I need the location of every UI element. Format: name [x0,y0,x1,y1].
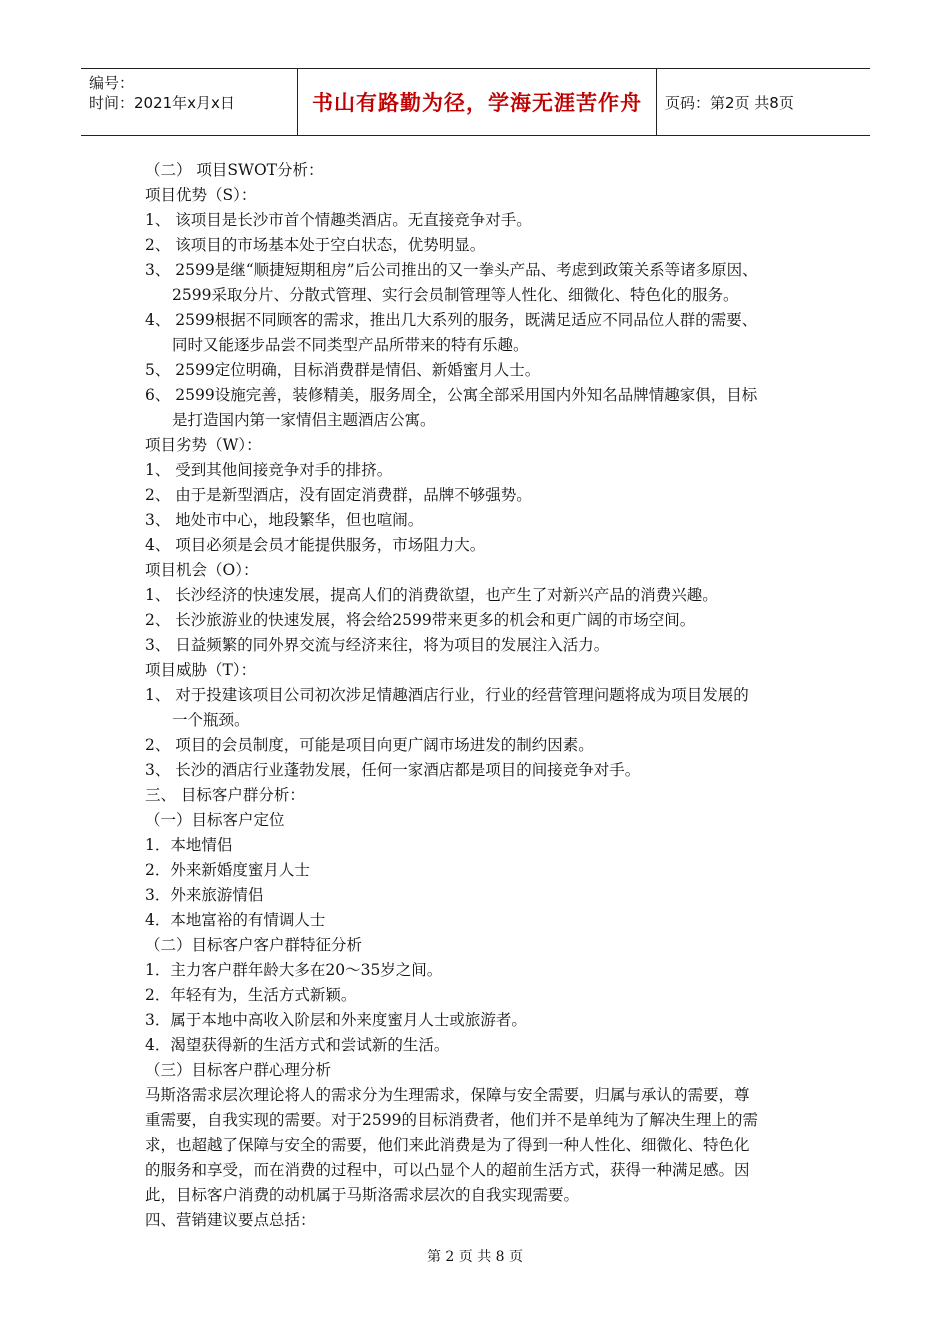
text-line: 3．属于本地中高收入阶层和外来度蜜月人士或旅游者。 [145,1011,527,1029]
text-line: 2、 项目的会员制度，可能是项目向更广阔市场进发的制约因素。 [145,736,594,754]
text-line: 项目劣势（W）： [145,436,262,454]
text-line: 4．渴望获得新的生活方式和尝试新的生活。 [145,1036,450,1054]
text-line: 一个瓶颈。 [172,711,250,729]
text-line: （三）目标客户群心理分析 [145,1061,332,1079]
text-line: 4．本地富裕的有情调人士 [145,911,326,929]
text-line: 4、 项目必须是会员才能提供服务，市场阻力大。 [145,536,486,554]
text-line: 2599采取分片、分散式管理、实行会员制管理等人性化、细微化、特色化的服务。 [172,286,739,304]
text-line: 6、 2599设施完善，装修精美，服务周全，公寓全部采用国内外知名品牌情趣家俱，目标 [145,386,758,404]
text-line: （二） 项目SWOT分析： [145,161,324,179]
document-time-label: 时间：2021年x月x日 [89,94,235,112]
text-line: 3、 2599是继“顺捷短期租房”后公司推出的又一拳头产品、考虑到政策关系等诸多原因、 [145,261,758,279]
text-line: 5、 2599定位明确，目标消费群是情侣、新婚蜜月人士。 [145,361,541,379]
page-header [81,68,870,136]
text-line: 项目威胁（T）： [145,661,257,679]
text-line: 3、 地处市中心，地段繁华，但也喧闹。 [145,511,424,529]
text-line: 项目机会（O）： [145,561,259,579]
text-line: 是打造国内第一家情侣主题酒店公寓。 [172,411,436,429]
header-page-info: 页码：第2页 共8页 [665,93,794,112]
text-line: 项目优势（S）： [145,186,257,204]
text-line: （一）目标客户定位 [145,811,285,829]
header-divider [656,69,657,135]
text-line: 四、营销建议要点总括： [145,1211,316,1229]
header-motto: 书山有路勤为径，学海无涯苦作舟 [312,91,642,115]
page-footer: 第 2 页 共 8 页 [426,1249,524,1265]
text-line: 1、 长沙经济的快速发展，提高人们的消费欲望，也产生了对新兴产品的消费兴趣。 [145,586,718,604]
document-body [145,158,810,1233]
text-line: 2、 该项目的市场基本处于空白状态，优势明显。 [145,236,486,254]
text-line: 2．外来新婚度蜜月人士 [145,861,310,879]
text-line: 3、 长沙的酒店行业蓬勃发展，任何一家酒店都是项目的间接竞争对手。 [145,761,641,779]
text-line: 3．外来旅游情侣 [145,886,264,904]
header-meta [89,73,289,113]
text-line: 1、 对于投建该项目公司初次涉足情趣酒店行业，行业的经营管理问题将成为项目发展的 [145,686,749,704]
document-number-label: 编号： [89,74,135,92]
text-line: 同时又能逐步品尝不同类型产品所带来的特有乐趣。 [172,336,529,354]
text-line: 3、 日益频繁的同外界交流与经济来往，将为项目的发展注入活力。 [145,636,610,654]
text-line: 1、 受到其他间接竞争对手的排挤。 [145,461,393,479]
text-line: 2、 长沙旅游业的快速发展，将会给2599带来更多的机会和更广阔的市场空间。 [145,611,696,629]
text-line: （二）目标客户客户群特征分析 [145,936,363,954]
text-line: 的服务和享受，而在消费的过程中，可以凸显个人的超前生活方式，获得一种满足感。因 [145,1161,750,1179]
text-line: 1．本地情侣 [145,836,233,854]
text-line: 4、 2599根据不同顾客的需求，推出几大系列的服务，既满足适应不同品位人群的需要、 [145,311,758,329]
text-line: 1、 该项目是长沙市首个情趣类酒店。无直接竞争对手。 [145,211,532,229]
text-line: 马斯洛需求层次理论将人的需求分为生理需求，保障与安全需要，归属与承认的需要，尊 [145,1086,750,1104]
text-line: 求，也超越了保障与安全的需要，他们来此消费是为了得到一种人性化、细微化、特色化 [145,1136,750,1154]
text-line: 2、 由于是新型酒店，没有固定消费群，品牌不够强势。 [145,486,532,504]
text-line: 1．主力客户群年龄大多在20～35岁之间。 [145,961,443,979]
text-line: 重需要，自我实现的需要。对于2599的目标消费者，他们并不是单纯为了解决生理上的需 [145,1111,758,1129]
text-line: 2．年轻有为，生活方式新颖。 [145,986,357,1004]
text-line: 此，目标客户消费的动机属于马斯洛需求层次的自我实现需要。 [145,1186,580,1204]
text-line: 三、 目标客户群分析： [145,786,305,804]
